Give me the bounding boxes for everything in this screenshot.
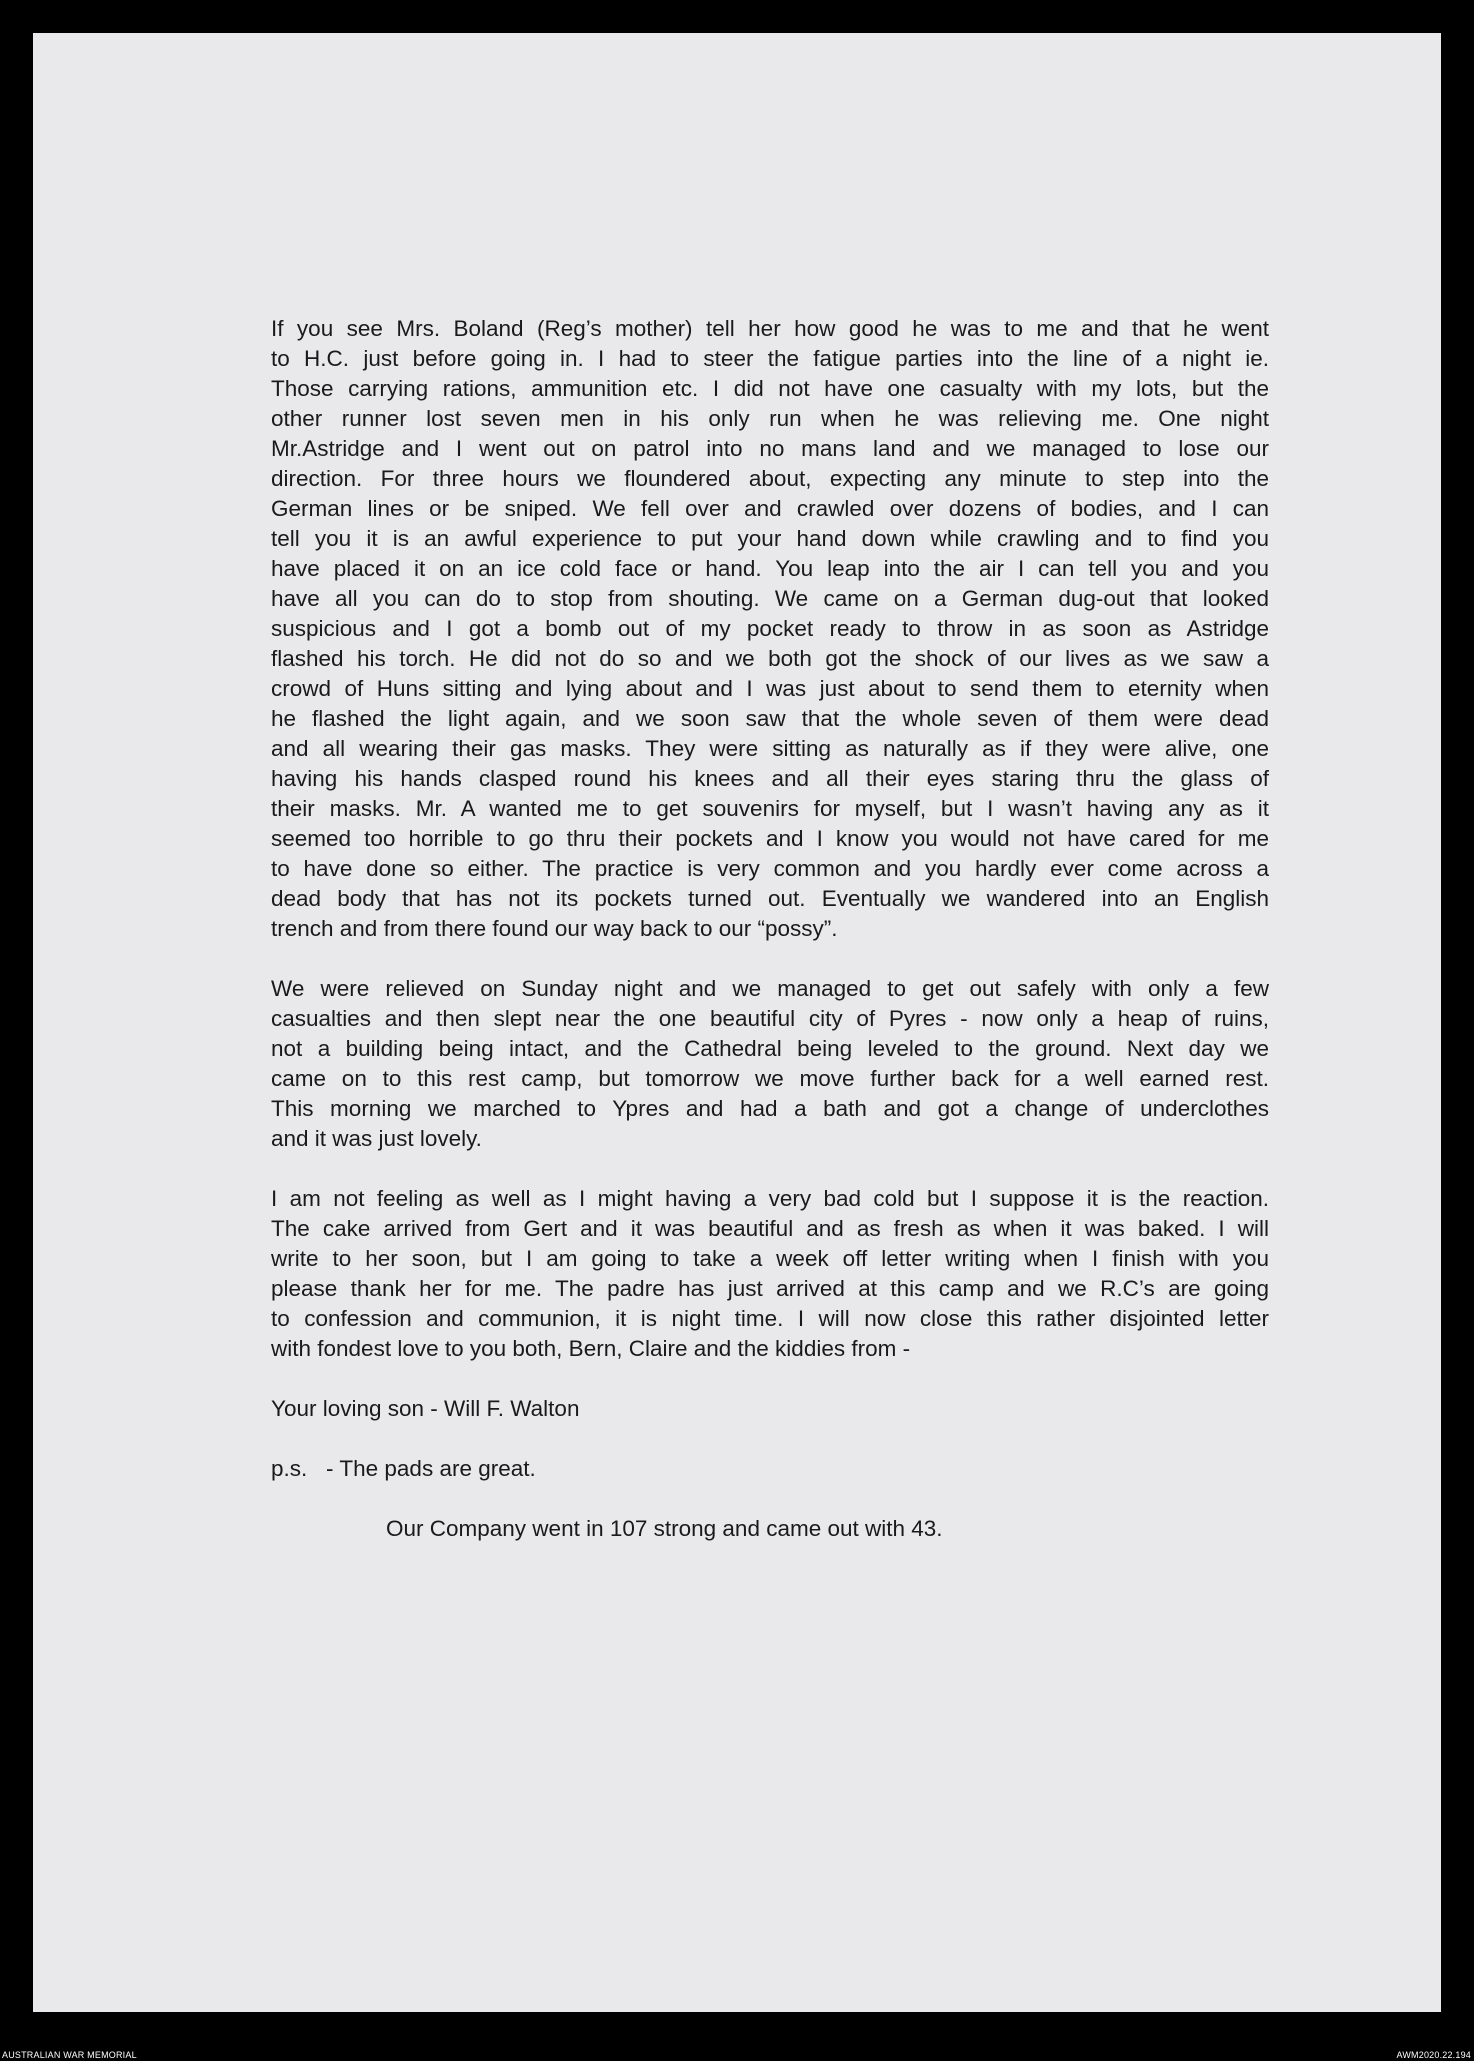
paragraph-relieved — [271, 974, 1269, 1154]
text-line: came on to this rest camp, but tomorrow we move further back for a well earned rest. — [271, 1066, 1269, 1091]
text-line: flashed his torch. He did not do so and we both got the shock of our lives as we saw a — [271, 646, 1269, 671]
text-line: trench and from there found our way back to our “possy”. — [271, 916, 838, 941]
text-line: to confession and communion, it is night time. I will now close this rather disjointed letter — [271, 1306, 1269, 1331]
text-line: Those carrying rations, ammunition etc. I did not have one casualty with my lots, but the — [271, 376, 1269, 401]
text-line: crowd of Huns sitting and lying about and I was just about to send them to eternity when — [271, 676, 1269, 701]
text-line: The cake arrived from Gert and it was beautiful and as fresh as when it was baked. I will — [271, 1216, 1269, 1241]
text-line: and it was just lovely. — [271, 1126, 482, 1151]
text-line: dead body that has not its pockets turned out. Eventually we wandered into an English — [271, 886, 1269, 911]
signoff: Your loving son - Will F. Walton — [271, 1396, 580, 1421]
text-line: he flashed the light again, and we soon saw that the whole seven of them were dead — [271, 706, 1269, 731]
text-line: have all you can do to stop from shouting. We came on a German dug-out that looked — [271, 586, 1269, 611]
text-line: Mr.Astridge and I went out on patrol into no mans land and we managed to lose our — [271, 436, 1269, 461]
text-line: If you see Mrs. Boland (Reg’s mother) tell her how good he was to me and that he went — [271, 316, 1269, 341]
paragraph-patrol — [271, 314, 1269, 944]
text-line: not a building being intact, and the Cathedral being leveled to the ground. Next day we — [271, 1036, 1269, 1061]
text-line: tell you it is an awful experience to put your hand down while crawling and to find you — [271, 526, 1269, 551]
text-line: other runner lost seven men in his only run when he was relieving me. One night — [271, 406, 1269, 431]
text-line: suspicious and I got a bomb out of my pocket ready to throw in as soon as Astridge — [271, 616, 1269, 641]
institution-label: AUSTRALIAN WAR MEMORIAL — [2, 2050, 137, 2060]
text-line: casualties and then slept near the one beautiful city of Pyres - now only a heap of ruins, — [271, 1006, 1269, 1031]
text-line: I am not feeling as well as I might having a very bad cold but I suppose it is the reaction. — [271, 1186, 1269, 1211]
reference-number: AWM2020.22.194 — [1396, 2050, 1471, 2060]
postscript-label: p.s. — [271, 1456, 308, 1481]
letter-body — [271, 314, 1269, 1544]
document-page — [33, 33, 1441, 2012]
text-line: please thank her for me. The padre has just arrived at this camp and we R.C’s are going — [271, 1276, 1269, 1301]
text-line: with fondest love to you both, Bern, Claire and the kiddies from - — [271, 1336, 911, 1361]
postscript-text: - The pads are great. — [326, 1456, 536, 1481]
text-line: having his hands clasped round his knees and all their eyes staring thru the glass of — [271, 766, 1269, 791]
text-line: their masks. Mr. A wanted me to get souvenirs for myself, but I wasn’t having any as it — [271, 796, 1269, 821]
paragraph-closing — [271, 1184, 1269, 1364]
text-line: direction. For three hours we floundered about, expecting any minute to step into the — [271, 466, 1269, 491]
text-line: This morning we marched to Ypres and had a bath and got a change of underclothes — [271, 1096, 1269, 1121]
text-line: and all wearing their gas masks. They were sitting as naturally as if they were alive, one — [271, 736, 1269, 761]
text-line: to H.C. just before going in. I had to steer the fatigue parties into the line of a night ie. — [271, 346, 1269, 371]
text-line: to have done so either. The practice is very common and you hardly ever come across a — [271, 856, 1269, 881]
text-line: write to her soon, but I am going to take a week off letter writing when I finish with you — [271, 1246, 1269, 1271]
postscript — [271, 1454, 1269, 1484]
text-line: German lines or be sniped. We fell over and crawled over dozens of bodies, and I can — [271, 496, 1269, 521]
text-line: We were relieved on Sunday night and we managed to get out safely with only a few — [271, 976, 1269, 1001]
text-line: have placed it on an ice cold face or hand. You leap into the air I can tell you and you — [271, 556, 1269, 581]
postscript-note: Our Company went in 107 strong and came out with 43. — [386, 1516, 943, 1541]
text-line: seemed too horrible to go thru their pockets and I know you would not have cared for me — [271, 826, 1269, 851]
